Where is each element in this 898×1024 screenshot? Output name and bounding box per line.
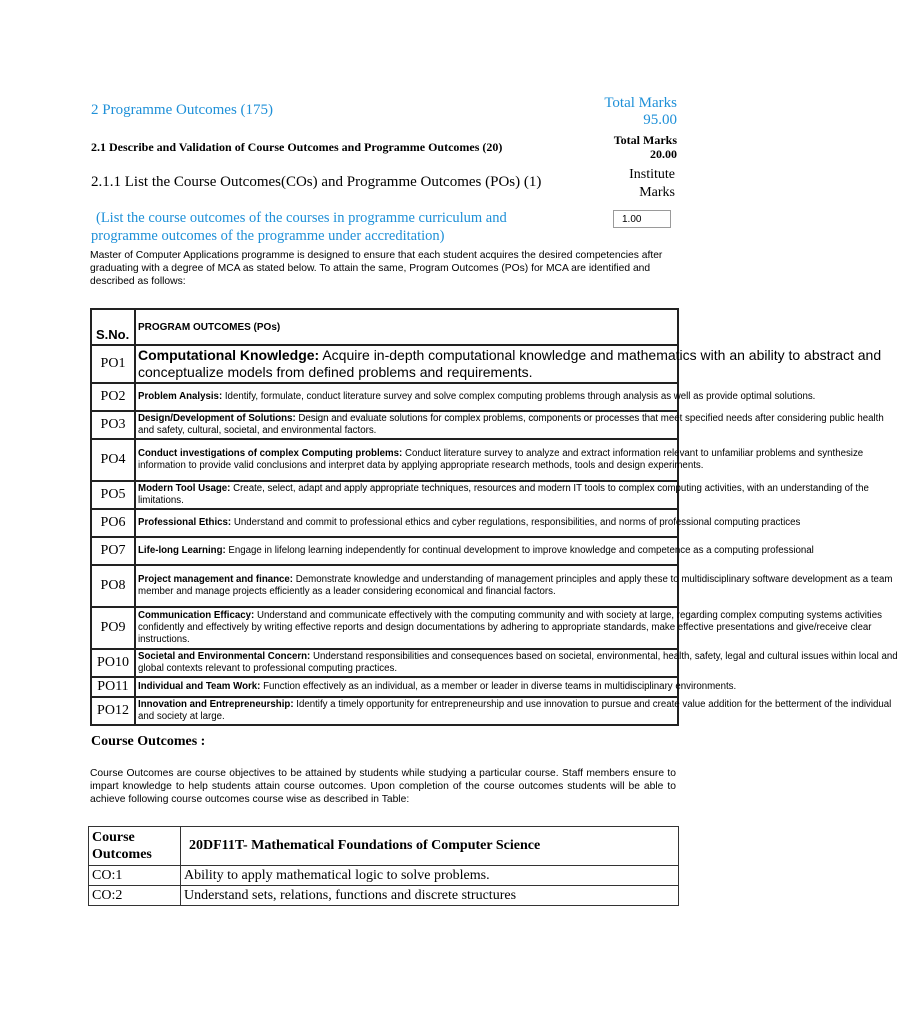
po-text: Understand and communicate effectively with the computing community and with society at large, regarding complex computing systems activities confidently and effectively by writing effective reports and design documentations by adhering to appropriate standards, make effective presentations and give/receive clear instructions. (138, 610, 882, 645)
intro-paragraph: Master of Computer Applications programme is designed to ensure that each student acquires the desired competencies after graduating with a degree of MCA as stated below. To attain the same, Program Outcomes (POs) for MCA are identified and described as follows: (90, 250, 663, 287)
table-row (91, 481, 678, 509)
po-text: Design and evaluate solutions for complex problems, components or processes that meet specified needs after considering public health and safety, cultural, societal, and environmental factors. (138, 413, 884, 436)
subsubsection-title: 2.1.1 List the Course Outcomes(COs) and Programme Outcomes (POs) (1) (91, 174, 542, 190)
po-id: PO3 (91, 411, 135, 439)
po-title: Problem Analysis: (138, 391, 223, 402)
po-title: Modern Tool Usage: (138, 483, 231, 494)
po-id: PO5 (91, 481, 135, 509)
po-title: Conduct investigations of complex Computing problems: (138, 448, 403, 459)
po-id: PO10 (91, 649, 135, 677)
institute-marks-label-line1: Institute (629, 167, 675, 182)
po-table-header (91, 309, 678, 345)
institute-marks-input[interactable] (613, 210, 671, 228)
po-title: Life-long Learning: (138, 545, 226, 556)
po-description (135, 509, 801, 537)
po-text: Understand and commit to professional ethics and cyber regulations, responsibilities, and norms of professional computing practices (231, 517, 801, 528)
table-row (91, 565, 678, 607)
sub-total-marks-label: Total Marks (613, 133, 677, 147)
instruction-line1: (List the course outcomes of the courses in programme curriculum and (96, 210, 507, 226)
po-id: PO4 (91, 439, 135, 481)
po-description (135, 481, 869, 509)
institute-marks-label-line2: Marks (639, 185, 675, 200)
po-description (135, 383, 816, 411)
co-text: Ability to apply mathematical logic to solve problems. (181, 866, 679, 886)
po-description (135, 565, 893, 607)
course-outcomes-heading: Course Outcomes : (91, 734, 206, 749)
po-title: Individual and Team Work: (138, 681, 261, 692)
instruction-text (91, 209, 561, 245)
section-title: 2 Programme Outcomes (175) (91, 102, 274, 118)
co-table (88, 826, 679, 906)
co-col-header-line1: Course (92, 830, 135, 845)
po-header: PROGRAM OUTCOMES (POs) (135, 309, 678, 345)
po-id: PO11 (91, 677, 135, 697)
po-title: Societal and Environmental Concern: (138, 651, 311, 662)
co-text: Understand sets, relations, functions and discrete structures (181, 886, 679, 906)
table-row (89, 866, 679, 886)
po-id: PO2 (91, 383, 135, 411)
po-text: Conduct literature survey to analyze and extract information relevant to unfamiliar problems and synthesize information to provide valid conclusions and interpret data by applying appropriate research methods, tools and design experiments. (138, 448, 864, 471)
po-title: Project management and finance: (138, 574, 294, 585)
table-row (91, 649, 678, 677)
course-title: 20DF11T- Mathematical Foundations of Computer Science (181, 827, 679, 866)
sub-total-marks (560, 133, 677, 161)
sno-header: S.No. (91, 309, 135, 345)
po-title: Design/Development of Solutions: (138, 413, 296, 424)
po-description (135, 411, 884, 439)
po-title: Innovation and Entrepreneurship: (138, 699, 294, 710)
po-text: Function effectively as an individual, as a member or leader in diverse teams in multidisciplinary environments. (260, 681, 737, 692)
course-outcomes-intro: Course Outcomes are course objectives to be attained by students while studying a particular course. Staff members ensure to impart knowledge to help students attain course outcomes. Upon completion of the course outcomes students will be able to achieve following course outcomes course wise as described in Table: (90, 768, 676, 805)
co-col-header-line2: Outcomes (92, 847, 152, 862)
po-description (135, 439, 864, 481)
po-id: PO12 (91, 697, 135, 725)
po-description (135, 607, 882, 649)
table-row (91, 509, 678, 537)
po-title: Communication Efficacy: (138, 610, 255, 621)
po-text: Acquire in-depth computational knowledge and mathematics with an ability to abstract and conceptualize models from defined problems and requirements. (138, 347, 882, 380)
co-col-header (89, 827, 181, 866)
po-title: Professional Ethics: (138, 517, 232, 528)
table-row (91, 697, 678, 725)
po-id: PO6 (91, 509, 135, 537)
po-table-container (90, 308, 898, 734)
table-row (89, 886, 679, 906)
co-id: CO:1 (89, 866, 181, 886)
po-description (135, 677, 737, 697)
po-description (135, 649, 898, 677)
po-description (135, 537, 814, 565)
po-title: Computational Knowledge: (138, 347, 320, 363)
table-row (91, 537, 678, 565)
po-description (135, 345, 882, 383)
po-id: PO8 (91, 565, 135, 607)
table-row (91, 411, 678, 439)
po-text: Create, select, adapt and apply appropriate techniques, resources and modern IT tools to complex computing activities, with an understanding of the limitations. (138, 483, 869, 506)
table-row (91, 439, 678, 481)
po-text: Engage in lifelong learning independently for continual development to improve knowledge and competence as a computing professional (225, 545, 814, 556)
instruction-line2: programme outcomes of the programme under accreditation) (91, 228, 445, 244)
subsection-title: 2.1 Describe and Validation of Course Outcomes and Programme Outcomes (20) (91, 140, 503, 154)
total-marks-value: 95.00 (643, 112, 677, 128)
table-row (91, 607, 678, 649)
po-text: Identify a timely opportunity for entrepreneurship and use innovation to pursue and create value addition for the betterment of the individual and society at large. (138, 699, 892, 722)
po-table (90, 308, 898, 726)
co-table-header (89, 827, 679, 866)
po-description (135, 697, 892, 725)
sub-total-marks-value: 20.00 (650, 147, 677, 161)
po-text: Demonstrate knowledge and understanding of management principles and apply these to multidisciplinary software development as a team member and manage projects efficiently as a leader considering economical and financial factors. (138, 574, 893, 597)
po-id: PO1 (91, 345, 135, 383)
po-text: Understand responsibilities and consequences based on societal, environmental, health, safety, legal and cultural issues within local and global contexts relevant to professional computing practices. (138, 651, 898, 674)
co-id: CO:2 (89, 886, 181, 906)
po-text: Identify, formulate, conduct literature survey and solve complex computing problems through analysis as well as provide optimal solutions. (222, 391, 816, 402)
table-row (91, 383, 678, 411)
institute-marks-label (560, 166, 675, 202)
total-marks-label: Total Marks (604, 95, 677, 111)
total-marks (560, 95, 677, 129)
po-id: PO7 (91, 537, 135, 565)
table-row (91, 345, 678, 383)
po-id: PO9 (91, 607, 135, 649)
table-row (91, 677, 678, 697)
